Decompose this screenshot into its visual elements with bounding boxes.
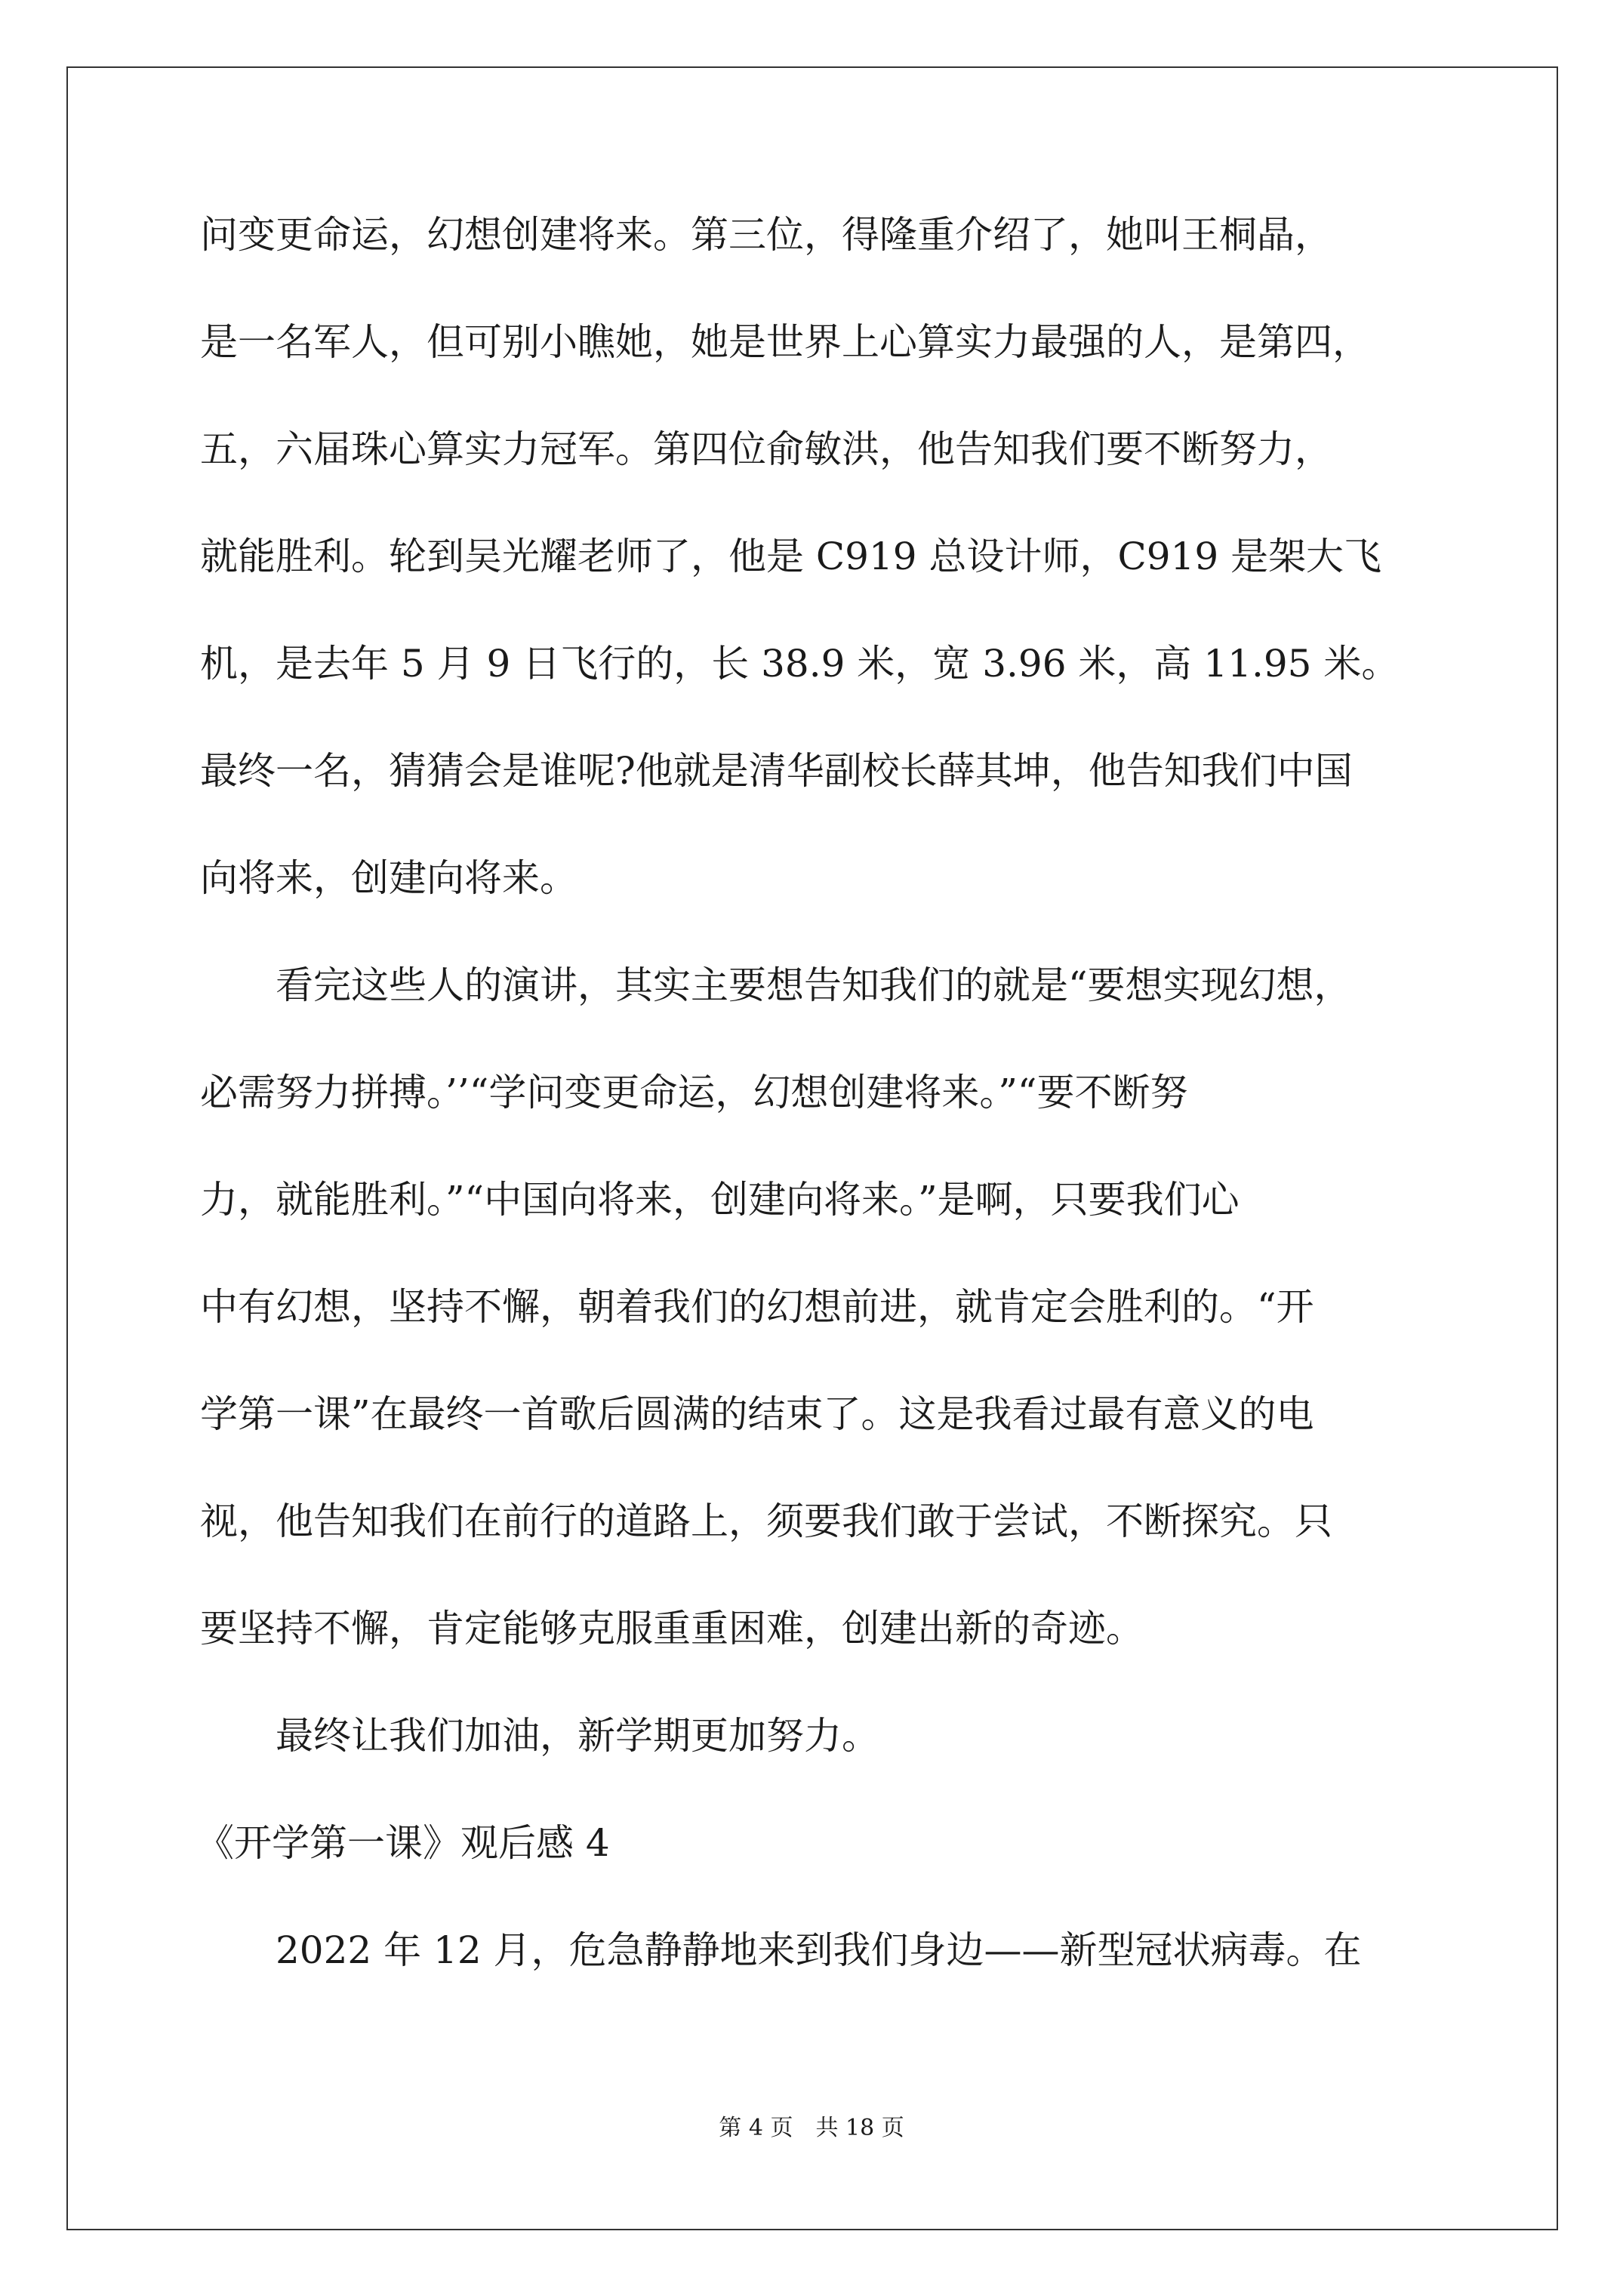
text-line: 最终一名，猜猜会是谁呢?他就是清华副校长薛其坤，他告知我们中国 xyxy=(200,749,1353,793)
text-line: 是一名军人，但可别小瞧她，她是世界上心算实力最强的人，是第四， xyxy=(200,320,1370,364)
paragraph-start-line: 2022 年 12 月，危急静静地来到我们身边——新型冠状病毒。在 xyxy=(276,1928,1362,1972)
paragraph-start-line: 看完这些人的演讲，其实主要想告知我们的就是“要想实现幻想， xyxy=(276,963,1352,1007)
document-body xyxy=(196,181,1483,2004)
text-line: 力，就能胜利。”“中国向将来，创建向将来。”是啊，只要我们心 xyxy=(200,1178,1240,1222)
text-line: 问变更命运，幻想创建将来。第三位，得隆重介绍了，她叫王桐晶， xyxy=(200,213,1332,257)
text-line: 学第一课”在最终一首歌后圆满的结束了。这是我看过最有意义的电 xyxy=(200,1392,1314,1436)
text-line: 视，他告知我们在前行的道路上，须要我们敢于尝试，不断探究。只 xyxy=(200,1499,1332,1543)
text-line: 机，是去年 5 月 9 日飞行的，长 38.9 米，宽 3.96 米，高 11.95 米。 xyxy=(200,642,1400,686)
section-heading: 《开学第一课》观后感 4 xyxy=(196,1821,610,1865)
text-line: 就能胜利。轮到吴光耀老师了，他是 C919 总设计师，C919 是架大飞 xyxy=(200,535,1382,578)
text-line: 必需努力拼搏。’’“学问变更命运，幻想创建将来。”“要不断努 xyxy=(200,1071,1188,1114)
text-line: 向将来，创建向将来。 xyxy=(200,856,577,900)
text-line: 五，六届珠心算实力冠军。第四位俞敏洪，他告知我们要不断努力， xyxy=(200,427,1332,471)
text-line: 中有幻想，坚持不懈，朝着我们的幻想前进，就肯定会胜利的。“开 xyxy=(200,1285,1314,1329)
paragraph-start-line: 最终让我们加油，新学期更加努力。 xyxy=(276,1714,879,1758)
page-footer: 第 4 页 共 18 页 xyxy=(719,2115,904,2141)
text-line: 要坚持不懈，肯定能够克服重重困难，创建出新的奇迹。 xyxy=(200,1607,1144,1650)
